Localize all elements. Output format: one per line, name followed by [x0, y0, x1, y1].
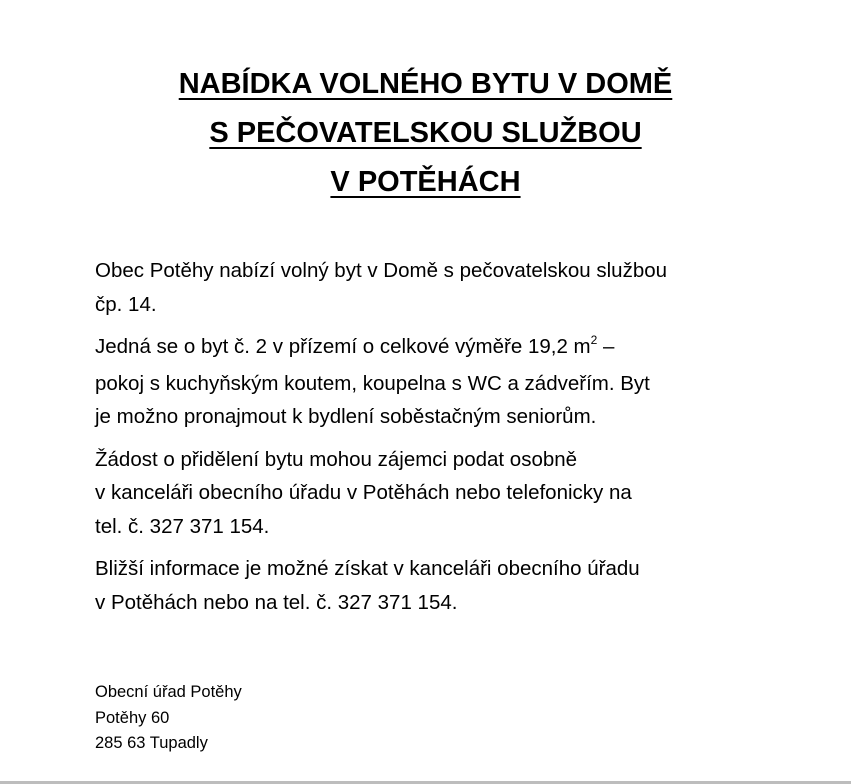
paragraph-application-line-2: v kanceláři obecního úřadu v Potěhách nebo telefonicky na [95, 481, 632, 504]
address-office: Obecní úřad Potěhy [95, 683, 242, 701]
address-block [95, 680, 242, 757]
paragraph-description-line-3: je možno pronajmout k bydlení soběstačným seniorům. [95, 405, 597, 428]
paragraph-offer-line-2: čp. 14. [95, 292, 157, 316]
paragraph-description-line-1 [95, 335, 614, 358]
paragraph-offer [95, 254, 795, 321]
document-body [95, 254, 795, 628]
title-line-1: NABÍDKA VOLNÉHO BYTU V DOMĚ [178, 68, 673, 100]
area-unit-superscript: 2 [590, 333, 598, 347]
paragraph-application-line-1: Žádost o přidělení bytu mohou zájemci podat osobně [95, 447, 578, 471]
address-city: 285 63 Tupadly [95, 734, 208, 752]
paragraph-description [95, 330, 795, 434]
paragraph-offer-line-1: Obec Potěhy nabízí volný byt v Domě s pečovatelskou službou [95, 259, 668, 282]
paragraph-description-line-2: pokoj s kuchyňským koutem, koupelna s WC a zádveřím. Byt [95, 371, 650, 395]
paragraph-application-line-3: tel. č. 327 371 154. [95, 514, 270, 538]
paragraph-information-line-1: Bližší informace je možné získat v kanceláři obecního úřadu [95, 557, 640, 580]
area-text: Jedná se o byt č. 2 v přízemí o celkové výměře 19,2 m [95, 335, 591, 358]
title-line-2: S PEČOVATELSKOU SLUŽBOU [209, 117, 642, 149]
paragraph-application [95, 443, 795, 544]
paragraph-information-line-2: v Potěhách nebo na tel. č. 327 371 154. [95, 590, 458, 614]
title-line-3: V POTĚHÁCH [330, 166, 521, 198]
dash-text: – [597, 335, 615, 358]
page-title [0, 60, 851, 207]
paragraph-information [95, 552, 795, 619]
address-street: Potěhy 60 [95, 708, 170, 727]
